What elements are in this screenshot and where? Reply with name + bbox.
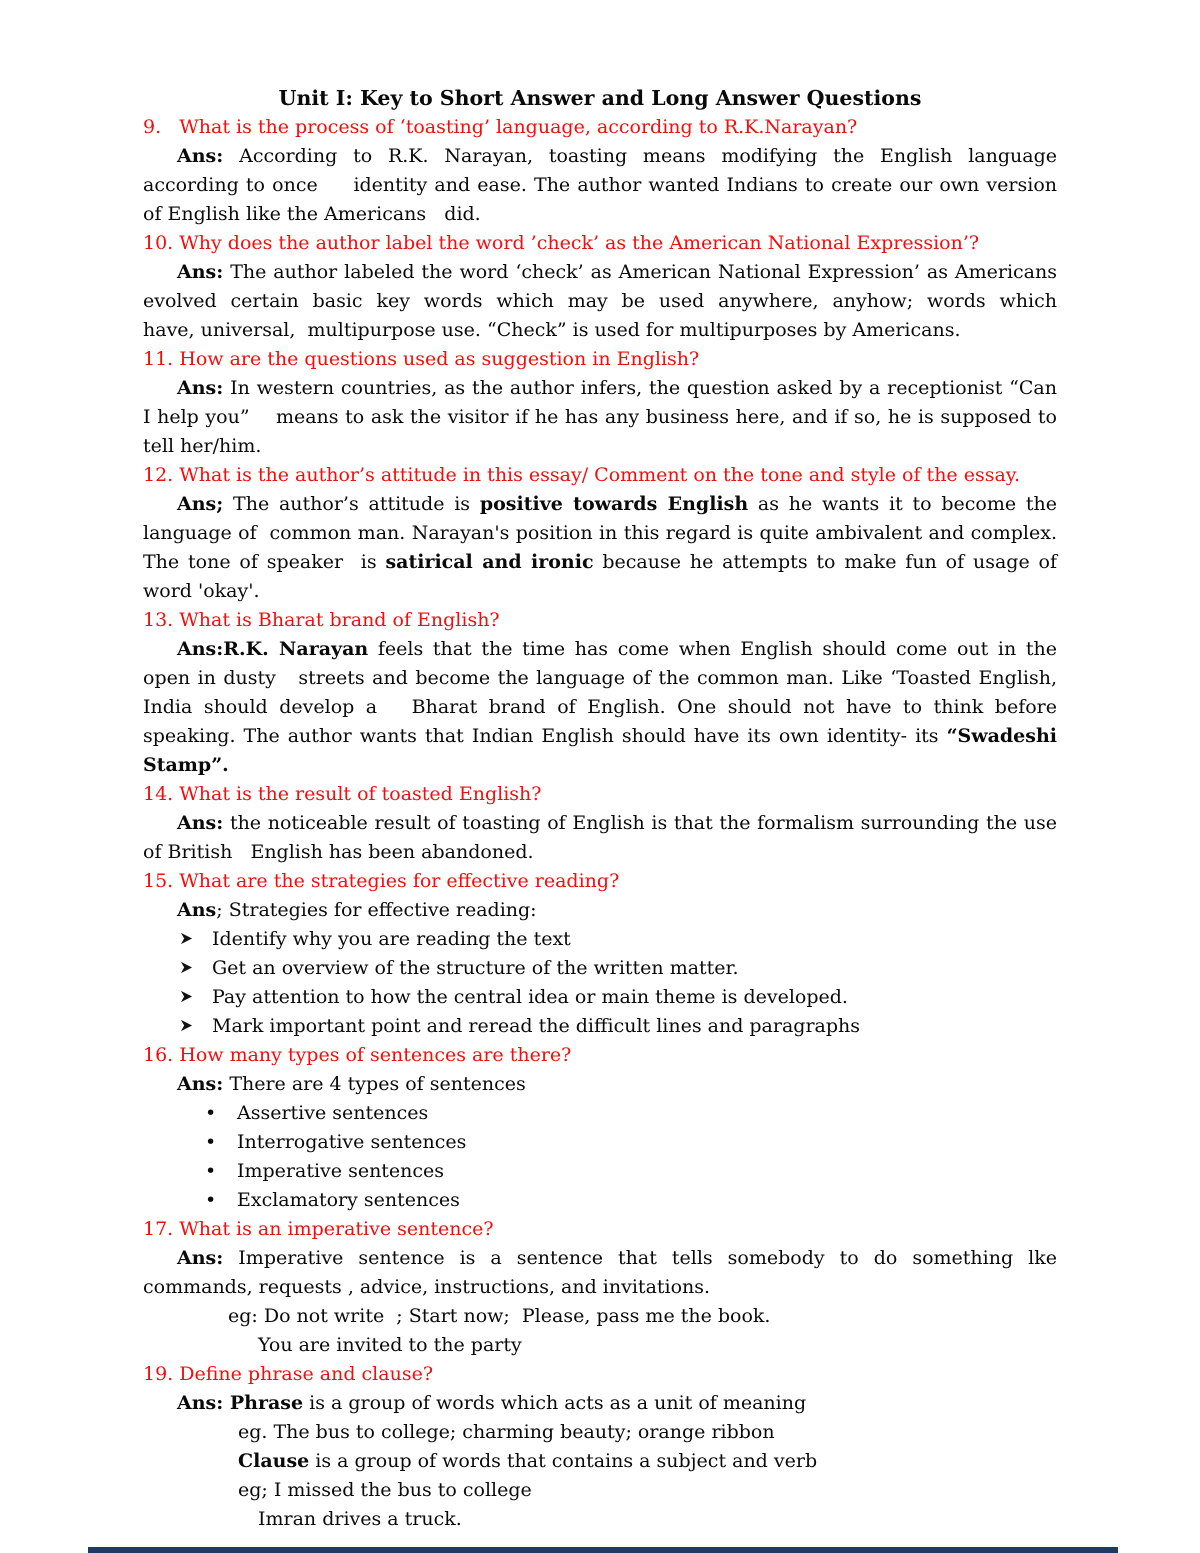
- text-segment: as he wants it to become the language of common man. Narayan's position in this regard is quite ambivalent and complex. The tone of speaker is: [143, 493, 1064, 573]
- question-line: [143, 229, 1057, 258]
- bullet-list-item: [143, 1186, 1057, 1215]
- text-segment: 17. What is an imperative sentence?: [143, 1218, 494, 1240]
- question-line: [143, 867, 1057, 896]
- page-edge-bar: [88, 1547, 1118, 1553]
- bullet-list-item: [143, 1099, 1057, 1128]
- text-segment: Ans:: [177, 1073, 224, 1095]
- text-segment: The author labeled the word ‘check’ as American National Expression’ as Americans evolved certain basic key words which may be used anywhere, anyhow; words which have, universal, multipurpose use. “Check” is used for multipurposes by Americans.: [143, 261, 1070, 341]
- text-segment: 11. How are the questions used as suggestion in English?: [143, 348, 700, 370]
- text-segment: 12. What is the author’s attitude in this essay/ Comment on the tone and style of the essay.: [143, 464, 1021, 486]
- arrow-bullet-icon: [180, 983, 212, 1012]
- arrow-item-text: Mark important point and reread the difficult lines and paragraphs: [212, 1015, 861, 1037]
- text-segment: eg; I missed the bus to college: [238, 1479, 532, 1501]
- bullet-list-item: [143, 1128, 1057, 1157]
- text-segment: 13. What is Bharat brand of English?: [143, 609, 500, 631]
- answer-paragraph: [143, 1244, 1064, 1302]
- text-segment: ; Strategies for effective reading:: [216, 899, 537, 921]
- answer-paragraph: [143, 142, 1064, 229]
- answer-paragraph: [143, 258, 1070, 345]
- answer-line: [143, 1070, 1057, 1099]
- text-segment: Clause: [238, 1450, 310, 1472]
- bullet-item-text: Interrogative sentences: [237, 1131, 467, 1153]
- text-segment: “Swadeshi Stamp”.: [143, 725, 1064, 776]
- arrow-bullet-icon: [180, 925, 212, 954]
- bullet-icon: •: [205, 1102, 217, 1124]
- answer-line: [143, 1476, 1057, 1505]
- text-segment: 9. What is the process of ‘toasting’ language, according to R.K.Narayan?: [143, 116, 858, 138]
- text-segment: eg. The bus to college; charming beauty; orange ribbon: [238, 1421, 775, 1443]
- question-line: [143, 1215, 1057, 1244]
- answer-paragraph: [143, 809, 1064, 867]
- arrow-list-item: [143, 925, 1057, 954]
- answer-line: [143, 1505, 1057, 1534]
- text-segment: Ans:R.K. Narayan: [177, 638, 369, 660]
- arrow-item-text: Get an overview of the structure of the written matter.: [212, 957, 739, 979]
- text-segment: Imran drives a truck.: [258, 1508, 462, 1530]
- text-segment: Ans;: [177, 493, 224, 515]
- text-segment: is a group of words which acts as a unit of meaning: [303, 1392, 807, 1414]
- text-segment: eg: Do not write ; Start now; Please, pass me the book.: [228, 1305, 771, 1327]
- text-segment: 10. Why does the author label the word ’check’ as the American National Expression’?: [143, 232, 980, 254]
- answer-line: [143, 1418, 1057, 1447]
- question-line: [143, 345, 1057, 374]
- question-line: [143, 606, 1057, 635]
- text-segment: In western countries, as the author infers, the question asked by a receptionist “Can I help you” means to ask the visitor if he has any business here, and if so, he is supposed to tell her/him.: [143, 377, 1064, 457]
- question-line: [143, 1360, 1057, 1389]
- text-segment: Ans: Phrase: [177, 1392, 304, 1414]
- answer-paragraph: [143, 635, 1064, 780]
- bullet-item-text: Assertive sentences: [237, 1102, 429, 1124]
- question-line: [143, 461, 1057, 490]
- text-segment: 19. Define phrase and clause: [143, 1363, 423, 1385]
- text-segment: the noticeable result of toasting of English is that the formalism surrounding the use of British English has been abandoned.: [143, 812, 1064, 863]
- text-segment: Ans:: [177, 1247, 224, 1269]
- text-segment: because he attempts to make fun of usage of word 'okay'.: [143, 551, 1064, 602]
- text-segment: ?: [422, 1363, 434, 1385]
- text-segment: There are 4 types of sentences: [223, 1073, 526, 1095]
- answer-line: [143, 1389, 1057, 1418]
- answer-paragraph: [143, 490, 1064, 606]
- text-segment: 14. What is the result of toasted English?: [143, 783, 542, 805]
- arrow-list-item: [143, 1012, 1057, 1041]
- arrow-bullet-icon: [180, 1012, 212, 1041]
- page-title: Unit I: Key to Short Answer and Long Answer Questions: [278, 86, 922, 110]
- question-line: [143, 1041, 1057, 1070]
- arrow-list-item: [143, 954, 1057, 983]
- bullet-list-item: [143, 1157, 1057, 1186]
- text-segment: is a group of words that contains a subject and verb: [309, 1450, 818, 1472]
- answer-line: [143, 1331, 1057, 1360]
- question-line: [143, 780, 1057, 809]
- text-segment: positive towards English: [479, 493, 749, 515]
- text-segment: 16. How many types of sentences are there?: [143, 1044, 572, 1066]
- text-segment: satirical and ironic: [385, 551, 594, 573]
- text-segment: Ans:: [177, 261, 224, 283]
- bullet-item-text: Exclamatory sentences: [237, 1189, 460, 1211]
- answer-line: [143, 1302, 1057, 1331]
- bullet-icon: •: [205, 1160, 217, 1182]
- text-segment: Ans:: [177, 812, 224, 834]
- text-segment: Ans: [177, 899, 217, 921]
- question-line: [143, 113, 1057, 142]
- text-segment: The author’s attitude is: [223, 493, 480, 515]
- text-segment: feels that the time has come when English should come out in the open in dusty streets and become the language of the common man. Like ‘Toasted English, India should develop a Bharat brand of English. One should not have to think before speaking. The author wants that Indian English should have its own identity- its: [143, 638, 1064, 747]
- arrow-item-text: Identify why you are reading the text: [212, 928, 571, 950]
- text-segment: Ans:: [177, 145, 224, 167]
- text-segment: According to R.K. Narayan, toasting means modifying the English language according to once identity and ease. The author wanted Indians to create our own version of English like the Americans did.: [143, 145, 1064, 225]
- text-segment: 15. What are the strategies for effective reading?: [143, 870, 620, 892]
- text-segment: Ans:: [177, 377, 224, 399]
- answer-line: [143, 1447, 1057, 1476]
- text-segment: You are invited to the party: [258, 1334, 522, 1356]
- answer-line: [143, 896, 1057, 925]
- bullet-item-text: Imperative sentences: [237, 1160, 445, 1182]
- arrow-bullet-icon: [180, 954, 212, 983]
- document-content: [143, 113, 1070, 1534]
- arrow-item-text: Pay attention to how the central idea or main theme is developed.: [212, 986, 848, 1008]
- arrow-list-item: [143, 983, 1057, 1012]
- text-segment: Imperative sentence is a sentence that tells somebody to do something lke commands, requests , advice, instructions, and invitations.: [143, 1247, 1064, 1298]
- bullet-icon: •: [205, 1131, 217, 1153]
- answer-paragraph: [143, 374, 1064, 461]
- bullet-icon: •: [205, 1189, 217, 1211]
